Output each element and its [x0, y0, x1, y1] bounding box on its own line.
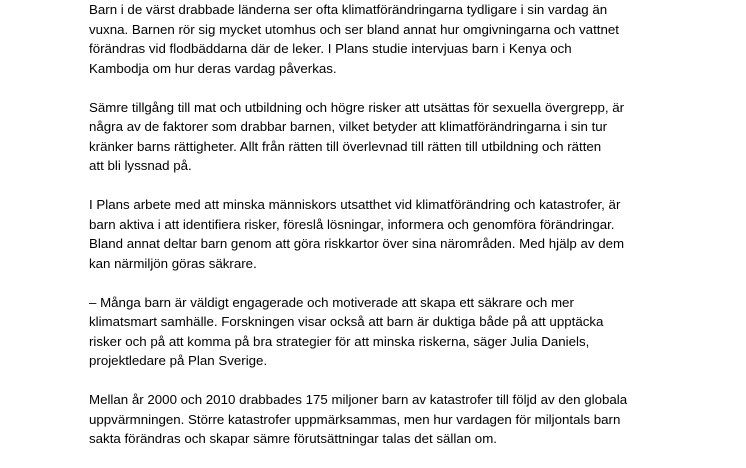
paragraph-1 — [89, 0, 679, 78]
text-line: några av de faktorer som drabbar barnen, vilket betyder att klimatförändringarna i sin tur — [89, 119, 608, 134]
text-line: Barn i de värst drabbade länderna ser ofta klimatförändringarna tydligare i sin vardag än — [89, 2, 608, 17]
text-line: förändras vid flodbäddarna där de leker. I Plans studie intervjuas barn i Kenya och — [89, 41, 572, 56]
text-line: Mellan år 2000 och 2010 drabbades 175 miljoner barn av katastrofer till följd av den globala — [89, 392, 628, 407]
text-line: projektledare på Plan Sverige. — [89, 353, 268, 368]
text-line: Kambodja om hur deras vardag påverkas. — [89, 60, 337, 76]
text-line: – Många barn är väldigt engagerade och motiverade att skapa ett säkrare och mer — [89, 294, 574, 310]
text-line: barn aktiva i att identifiera risker, föreslå lösningar, informera och genomföra förändringar. — [89, 216, 615, 232]
text-line: klimatsmart samhälle. Forskningen visar också att barn är duktiga både på att upptäcka — [89, 314, 604, 329]
quote-paragraph — [89, 293, 679, 371]
text-line: sakta förändras och skapar sämre förutsättningar talas det sällan om. — [89, 431, 497, 446]
text-line: kränker barns rättigheter. Allt från rätten till överlevnad till rätten till utbildning och rätten — [89, 138, 602, 154]
text-line: Bland annat deltar barn genom att göra riskkartor över sina närområden. Med hjälp av dem — [89, 236, 625, 251]
text-line: risker och på att komma på bra strategier för att minska riskerna, säger Julia Daniels, — [89, 333, 590, 349]
paragraph-5 — [89, 390, 679, 449]
paragraph-2 — [89, 98, 679, 176]
text-line: att bli lyssnad på. — [89, 158, 192, 173]
document-body — [89, 0, 679, 468]
text-line: kan närmiljön göras säkrare. — [89, 255, 257, 271]
text-line: I Plans arbete med att minska människors utsatthet vid klimatförändring och katastrofer, är — [89, 197, 621, 212]
text-line: Sämre tillgång till mat och utbildning och högre risker att utsättas för sexuella övergrepp, är — [89, 99, 625, 115]
text-line: vuxna. Barnen rör sig mycket utomhus och ser bland annat hur omgivningarna och vattnet — [89, 21, 619, 37]
text-line: uppvärmningen. Större katastrofer uppmärksammas, men hur vardagen för miljontals barn — [89, 411, 621, 427]
paragraph-3 — [89, 195, 679, 273]
